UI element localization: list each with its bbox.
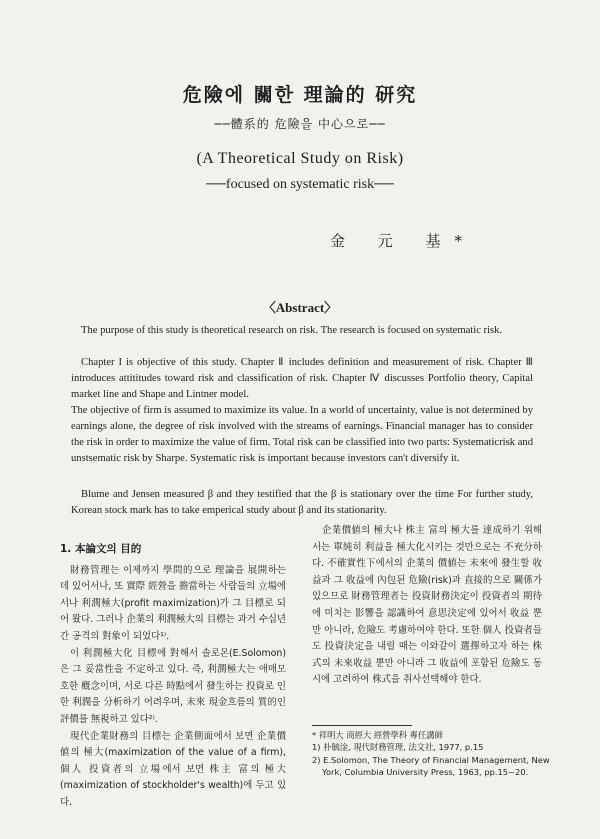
footnote-divider (312, 725, 412, 726)
left-column (60, 541, 286, 812)
paper-subtitle: ──體系的 危險을 中心으로── (214, 117, 386, 131)
paper-title: 危險에 關한 理論的 研究 (182, 84, 418, 106)
abstract-paragraph (71, 487, 533, 519)
abstract-text-3: The objective of firm is assumed to maximize its value. In a world of uncertainty, value is not determined by earnings alone, the degree of risk involved with the streams of earnings. Financial manager has to consider the risk in order to maximize the value of firm. Total risk can be classified into two parts: Systematicrisk and unstsematic risk by Sharpe. Systematic risk is important because investors can't diversify it. (71, 405, 533, 464)
body-paragraph: 이 利潤極大化 目標에 對해서 솔로몬(E.Solomon)은 그 妥當性을 不定하고 있다. 즉, 利潤極大는 애매모호한 槪念이며, 서로 다른 時點에서 發生하는 投資로 인한 利潤을 分析하기 어려우며, 未來 現金흐름의 質的인 評價를 無視하고 있다²⁾. (60, 647, 286, 725)
english-subtitle: ──focused on systematic risk── (206, 177, 394, 192)
abstract-text-2: Chapter I is objective of this study. Chapter Ⅱ includes definition and measurement of risk. Chapter Ⅲ introduces attititudes toward risk and classification of risk. Chapter Ⅳ discusses Portfolio theory, Capital market line and Shape and Lintner model. (71, 357, 533, 400)
footnote: 1) 朴毓淦, 現代財務管理, 法文社, 1977, p.15 (312, 742, 484, 753)
footnotes (312, 729, 552, 779)
body-paragraph: 現代企業財務의 目標는 企業側面에서 보면 企業價値의 極大(maximization of the value of a firm), 個人 投資者의 立場에서 보면 株主 富의 極大(maximization of stockholder's wealth)에 두고 있다. (60, 730, 286, 808)
section-heading: 1. 本論文의 目的 (60, 543, 142, 555)
footnote: * 祥明大 商經大 經營學科 專任講師 (312, 730, 443, 740)
body-paragraph: 財務管理는 이제까지 學問的으로 理論을 展開하는 데 있어서나, 또 實際 經營을 擔當하는 사람들의 立場에서나 利潤極大(profit maximization)가 그 目標로 되어 왔다. 그러나 企業의 利潤極大의 目標는 과거 수십년간 공격의 對象이 되었다¹⁾. (60, 564, 286, 642)
abstract-paragraph (71, 403, 533, 467)
author-name: 金 元 基* (330, 232, 477, 250)
body-paragraph: 企業價値의 極大나 株主 富의 極大를 達成하기 위해서는 單純히 利益을 極大化시키는 것만으로는 不充分하다. 不確實性下에서의 企業의 價値는 未來에 發生할 收益과 그 收益에 內包된 危險(risk)과 直接的으로 關係가 있으므로 財務管理者는 投資財務決定이 投資者의 期待에 미치는 影響을 認識하여 意思決定에 있어서 收益 뿐만 아니라, 危險도 考慮하여야 한다. 또한 個人 投資者들도 投資決定을 내릴 때는 이와같이 選擇하고자 하는 株式의 未來收益 뿐만 아니라 그 收益에 포함된 危險도 동시에 고려하여 株式을 취사선택해야 한다. (312, 525, 542, 686)
abstract-paragraph (71, 323, 533, 339)
abstract-text-1: The purpose of this study is theoretical research on risk. The research is focused on systematic risk. (81, 325, 503, 336)
footnote: 2) E.Solomon, The Theory of Financial Management, New York, Columbia University Press, 1963, pp.15~20. (312, 754, 550, 778)
abstract-heading: 〈Abstract〉 (262, 300, 338, 315)
english-title: (A Theoretical Study on Risk) (196, 150, 404, 167)
abstract-paragraph (71, 355, 533, 403)
abstract-text-4: Blume and Jensen measured β and they testified that the β is stationary over the time For further study, Korean stock mark has to take emperical study about β and its stationarity. (71, 489, 533, 516)
right-column (312, 523, 542, 689)
